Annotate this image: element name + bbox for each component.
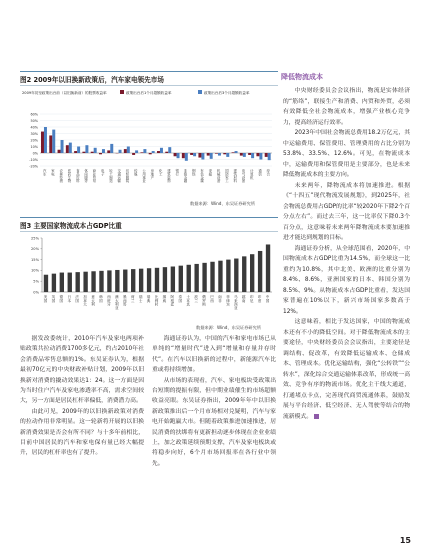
body-column-right <box>283 86 410 422</box>
bar-series-a-19 <box>198 153 201 158</box>
legend-label-series-a: 政策出台后1个月超额收益率 <box>126 91 172 95</box>
y-tick-label: 0% <box>32 151 38 156</box>
x-tick-label-22: 国防军工 <box>224 169 229 183</box>
bar-series-b-16 <box>177 153 180 158</box>
right-paragraph-3: 未来两年，降物流成本将加速推进。根据《“十四五”现代物流发展规划》，到2025年，社会物流总费用占GDP的比率“较2020年下降2个百分点左右”。而过去三年，这一比率仅下降0.3个百分点，这意味着未来两年降物流成本要加速推进才能达到规划的目标。 <box>283 182 410 241</box>
bar-series-a-8 <box>107 150 110 153</box>
x-tick-label-8: 西班牙 <box>107 295 112 306</box>
section-heading: 降低物流成本 <box>281 73 323 81</box>
bar-series-a-18 <box>190 153 193 155</box>
bar-series-b-7 <box>102 149 105 153</box>
bar-series-b-0 <box>44 127 47 153</box>
x-tick-label-11: 荷兰 <box>131 295 136 303</box>
x-tick-label-11: 传媒 <box>133 169 138 176</box>
mid-paragraph-1: 海通证券认为，中国的汽车和家电市场已从单纯的“增量时代”进入到“增量和存量并存时代”。在汽车以旧换新的过程中，新能源汽车比重或将持续增加。 <box>152 336 276 374</box>
bar-series-a-17 <box>182 153 185 158</box>
x-tick-label-25: 越南 <box>242 295 247 303</box>
x-tick-label-12: 公用事业 <box>141 169 146 183</box>
bar-series-b-14 <box>160 148 163 153</box>
x-tick-label-19: 波兰 <box>194 295 199 303</box>
y-tick-label: 40% <box>30 125 38 130</box>
bar-2 <box>60 273 64 292</box>
bar-series-a-21 <box>215 153 218 154</box>
x-tick-label-1: 家电 <box>50 169 55 176</box>
x-tick-label-3: 医药生物 <box>67 169 71 183</box>
page-number: 15 <box>399 536 411 545</box>
bar-10 <box>123 270 127 292</box>
x-tick-label-14: 化工 <box>158 169 163 176</box>
x-tick-label-27: 印度 <box>258 295 263 303</box>
y-tick-label: 50% <box>30 118 38 123</box>
bar-series-b-18 <box>193 153 196 156</box>
figure2-legend-title: 2009年初至政策出台前（以旧换新前）的股票收益率 <box>22 91 107 95</box>
bar-series-b-9 <box>119 150 122 153</box>
bar-series-a-14 <box>157 151 160 153</box>
bar-27 <box>258 251 262 292</box>
x-tick-label-6: 意大利 <box>91 295 96 306</box>
bar-series-a-0 <box>41 132 44 153</box>
x-tick-label-21: 巴西 <box>210 295 215 303</box>
x-tick-label-2: 农林牧渔 <box>58 169 63 183</box>
x-tick-label-18: 钢铁 <box>191 169 196 176</box>
bar-series-a-26 <box>256 153 259 156</box>
x-tick-label-2: 德国 <box>59 295 64 303</box>
bar-28 <box>266 244 270 292</box>
figure2-title-rule <box>20 85 278 86</box>
bar-22 <box>218 261 222 292</box>
x-tick-label-28: 中国 <box>266 295 271 303</box>
x-tick-label-1: 英国 <box>51 295 56 303</box>
legend-label-series-b: 政策出台后3个月超额收益率 <box>204 91 250 95</box>
figure3-top-rule <box>20 217 278 218</box>
right-paragraph-1: 中央财经委员会会议指出，物流是实体经济的“筋络”，联接生产和消费、内贸和外贸，必须有效降低全社会物流成本，增强产业核心竞争力，提高经济运行效率。 <box>283 88 410 126</box>
left-paragraph-2: 由此可见，2009年的以旧换新政策对消费的拉动作用非常明显。这一轮新将开展的以旧换新消费效果是否会有所不同？与十多年前相比，目前中国居民的汽车和家电保有量已经大幅提升，居民的杠杆率也有了提升。 <box>20 408 144 457</box>
x-tick-label-7: 韩国 <box>99 295 104 303</box>
x-tick-label-24: 马来西亚 <box>234 295 239 310</box>
bar-series-a-25 <box>248 153 251 155</box>
bar-series-b-13 <box>152 151 155 153</box>
bar-series-b-1 <box>52 130 55 153</box>
x-tick-label-7: 电子 <box>100 169 105 176</box>
bar-series-b-6 <box>94 148 97 153</box>
x-tick-label-17: 泰国 <box>178 295 183 303</box>
figure2-bar-chart <box>20 88 278 200</box>
bar-14 <box>155 268 159 292</box>
bar-series-b-8 <box>110 144 113 153</box>
bar-series-b-22 <box>226 153 229 157</box>
bar-20 <box>202 263 206 292</box>
x-tick-label-15: 挪威 <box>162 295 167 303</box>
bar-series-a-20 <box>207 153 210 156</box>
x-tick-label-26: 印尼 <box>250 295 255 303</box>
right-paragraph-2: 2023年中国社会物流总费用18.2万亿元，其中运输费用、保管费用、管理费用的占比分别为53.8%、33.5%、12.6%。可见，在物流成本中，运输费用和保管费用是主要部分，也是未来降低物流成本的主要方向。 <box>283 130 410 178</box>
bar-series-a-5 <box>82 152 85 153</box>
x-tick-label-13: 房地产 <box>149 169 154 180</box>
bar-series-b-17 <box>185 153 188 161</box>
x-tick-label-27: 综合 <box>265 169 270 176</box>
bar-series-b-27 <box>268 153 271 160</box>
bar-1 <box>52 274 56 292</box>
x-tick-label-4: 法国 <box>75 295 80 303</box>
bar-11 <box>131 269 135 292</box>
bar-16 <box>171 267 175 292</box>
figure3-source: 数据来源：Wind，东吴证券研究所 <box>196 325 261 330</box>
bar-24 <box>234 259 238 292</box>
bar-series-a-2 <box>58 150 61 153</box>
figure3-bar-chart <box>20 234 278 324</box>
right-paragraph-4: 海通证券分析，从全球范围看，2020年，中国物流成本占GDP比重为14.5%，而全球这一比重约为10.8%，其中北美、欧洲的比重分别为8.4%、8.6%，亚洲国家的日本、韩国分别为8.5%、9%。从物流成本占GDP比重看，发达国家普遍在10%以下，新兴市场国家多数高于12%。 <box>283 245 410 315</box>
x-tick-label-24: 电气设备 <box>241 169 245 183</box>
y-tick-label: 60% <box>30 112 38 117</box>
right-paragraph-5-text: 这意味着，相比于发达国家，中国的物流成本还有不小的降低空间。对于降低物流成本的主要途径，中央财经委员会会议指出，主要途径是调结构、促改革，有效降低运输成本、仓储成本、管理成本。优化运输结构，强化“公转铁”“公转水”，深化综合交通运输体系改革，形成统一高效、竞争有序的物流市场。优化主干线大通道，打通堵点卡点，完善现代商贸流通体系，鼓励发展与平台经济、低空经济、无人驾驶等结合的物流新模式。 <box>283 319 410 420</box>
figure2-top-rule <box>20 71 278 72</box>
x-tick-label-18: 土耳其 <box>186 295 191 306</box>
figure2-title: 图2 2009年以旧换新政策后，汽车家电领先市场 <box>20 76 164 84</box>
y-tick-label: 25% <box>31 236 39 241</box>
y-tick-label: 10% <box>31 268 39 273</box>
x-tick-label-0: 汽车 <box>42 169 47 176</box>
bar-series-b-5 <box>85 145 88 153</box>
x-tick-label-10: 墨西哥 <box>123 295 128 306</box>
bar-series-a-3 <box>66 145 69 153</box>
bar-18 <box>187 265 191 292</box>
x-tick-label-5: 加拿大 <box>83 295 88 306</box>
bar-3 <box>68 273 72 292</box>
y-tick-label: 0% <box>33 290 39 295</box>
bar-6 <box>91 271 95 292</box>
x-tick-label-10: 纺织服装 <box>125 169 129 183</box>
right-paragraph-5 <box>283 317 410 422</box>
bar-series-b-2 <box>61 140 64 153</box>
bar-series-b-12 <box>143 149 146 153</box>
bar-13 <box>147 268 151 292</box>
x-tick-label-19: 有色金属 <box>199 169 204 183</box>
body-column-middle <box>152 334 276 469</box>
article-end-mark <box>314 414 319 419</box>
figure2-source: 数据来源：Wind、东吴证券研究所 <box>190 201 255 206</box>
legend-swatch-series-b <box>198 90 202 94</box>
x-tick-label-26: 通信 <box>257 169 262 176</box>
body-column-left <box>20 334 144 459</box>
figure3-title-rule <box>20 231 278 232</box>
x-tick-label-12: 瑞士 <box>139 295 144 303</box>
bar-series-b-11 <box>135 150 138 153</box>
bar-7 <box>99 271 103 292</box>
bar-series-a-27 <box>265 153 268 157</box>
bar-12 <box>139 269 143 292</box>
y-tick-label: -20% <box>29 164 38 169</box>
bar-0 <box>44 275 48 292</box>
legend-swatch-series-a <box>120 90 124 94</box>
bar-26 <box>250 254 254 292</box>
x-tick-label-0: 美国 <box>43 295 48 303</box>
x-tick-label-23: 建筑材料 <box>232 169 237 183</box>
bar-series-b-25 <box>251 153 254 158</box>
bar-25 <box>242 256 246 292</box>
bar-series-a-22 <box>223 153 226 154</box>
y-tick-label: 5% <box>33 279 39 284</box>
x-tick-label-14: 比利时 <box>155 295 159 306</box>
y-tick-label: 30% <box>30 131 38 136</box>
bar-19 <box>194 264 198 292</box>
bar-series-b-20 <box>210 153 213 159</box>
bar-series-a-15 <box>165 152 168 153</box>
x-tick-label-15: 建筑装饰 <box>166 169 171 183</box>
bar-series-a-11 <box>132 153 135 155</box>
x-tick-label-23: 菲律宾 <box>226 295 231 306</box>
bar-series-a-13 <box>149 153 152 154</box>
x-tick-label-13: 瑞典 <box>147 295 152 303</box>
bar-series-b-10 <box>127 147 130 154</box>
x-tick-label-25: 计算机 <box>249 169 254 180</box>
x-tick-label-20: 采掘 <box>207 169 212 176</box>
bar-series-b-23 <box>235 151 238 153</box>
y-tick-label: 10% <box>30 144 38 149</box>
x-tick-label-6: 商业贸易 <box>91 169 96 183</box>
bar-5 <box>83 272 87 292</box>
bar-series-a-1 <box>49 135 52 153</box>
bar-series-a-12 <box>140 152 143 153</box>
bar-series-b-4 <box>77 147 80 154</box>
figure3-title: 图3 主要国家物流成本占GDP比重 <box>20 222 122 230</box>
bar-series-a-6 <box>91 152 94 153</box>
y-tick-label: 20% <box>30 138 38 143</box>
bar-8 <box>107 270 111 292</box>
bar-series-b-15 <box>168 147 171 153</box>
bar-17 <box>179 266 183 292</box>
bar-series-b-24 <box>243 153 246 157</box>
bar-series-a-16 <box>174 153 177 156</box>
bar-series-a-7 <box>99 153 102 154</box>
bar-series-b-3 <box>69 143 72 153</box>
x-tick-label-21: 机械设备 <box>216 169 221 183</box>
x-tick-label-5: 休闲服务 <box>83 169 88 183</box>
x-tick-label-8: 轻工制造 <box>108 169 113 183</box>
bar-23 <box>226 260 230 292</box>
left-paragraph-1: 据发改委统计，2010年汽车及家电两项补贴政策共拉动消费1700多亿元，约占2010年社会消费品零售总额的1%。东吴证券认为，根据最初70亿元的中央财政补贴计划，2009年以旧换新对消费的撬动效果达1：24。这一方面是因为当时住户汽车及家电渗透率不高，需求空间较大，另一方面是居民杠杆率偏低，消费潜力高。 <box>20 336 144 405</box>
mid-paragraph-2: 从市场的表现看，汽车、家电板块受政策出台短期的提振有限，但中期业绩催生的市场超额收益亮眼。东吴证券指出，2009年年中以旧换新政策推出后一个月市场相对兑疑明，汽车与家电开始跑赢大市。但随着政策推进加速推进，居民消费的扶绑将有更新担动逐步体现在企业业绩上，加之政策延续预期支撑，汽车及家电板块或将稳步向好，6个月市场回报率在各行业中领先。 <box>152 377 276 467</box>
bar-series-a-4 <box>74 151 77 153</box>
bar-series-a-10 <box>124 149 127 153</box>
x-tick-label-16: 银行 <box>174 169 179 176</box>
x-tick-label-16: 阿根廷 <box>170 295 175 306</box>
bar-4 <box>76 272 80 292</box>
bar-series-b-26 <box>259 153 262 160</box>
y-tick-label: -10% <box>29 157 38 162</box>
x-tick-label-3: 日本 <box>67 295 72 303</box>
x-tick-label-9: 交通运输 <box>116 169 121 183</box>
bar-series-b-19 <box>201 153 204 160</box>
bar-9 <box>115 270 119 292</box>
y-tick-label: 20% <box>31 247 39 252</box>
x-tick-label-17: 非银金融 <box>183 169 187 183</box>
x-tick-label-22: 南非 <box>218 295 223 303</box>
y-tick-label: 15% <box>31 257 39 262</box>
bar-15 <box>163 267 167 292</box>
x-tick-label-9: 澳大利亚 <box>115 295 120 310</box>
bar-series-b-21 <box>218 153 221 156</box>
bar-series-a-24 <box>240 153 243 156</box>
x-tick-label-20: 俄罗斯 <box>202 295 207 306</box>
bar-series-a-23 <box>232 152 235 153</box>
x-tick-label-4: 食品饮料 <box>75 169 80 183</box>
bar-21 <box>210 262 214 292</box>
